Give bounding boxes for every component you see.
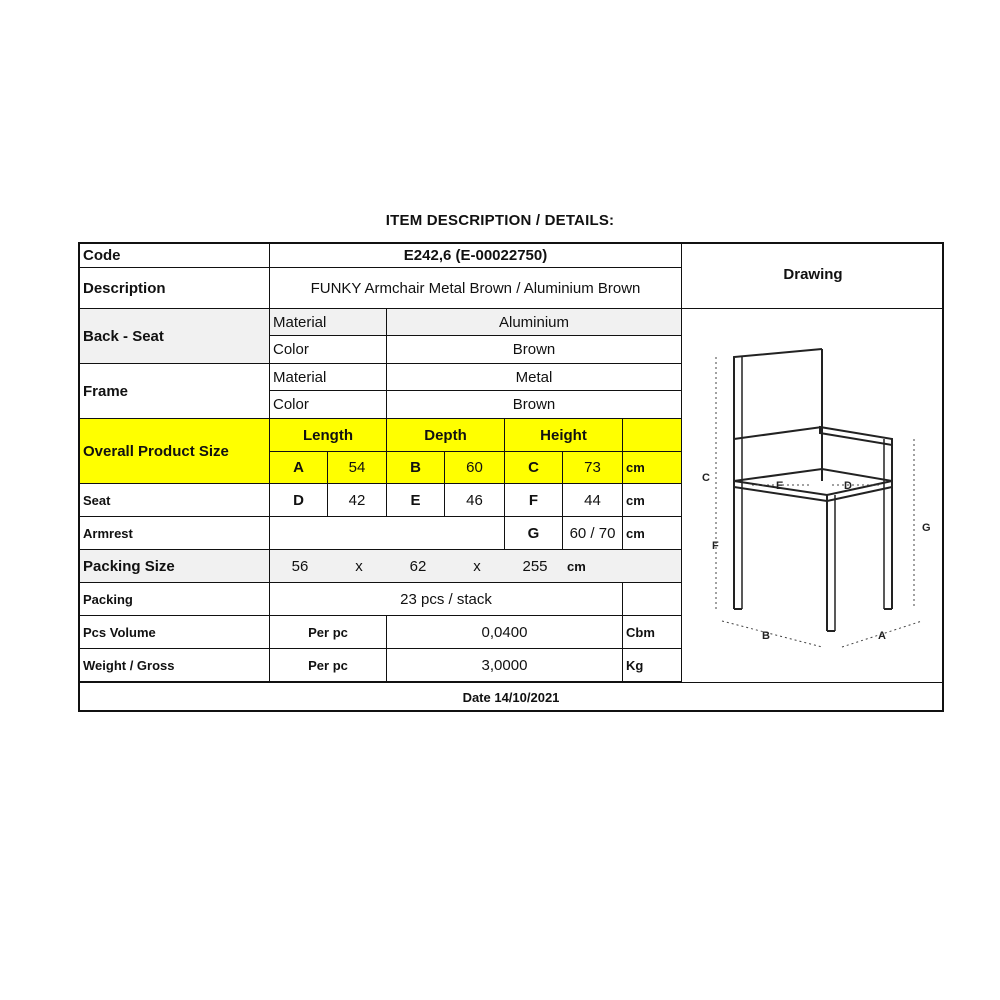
frame-color: Brown bbox=[387, 391, 682, 419]
dim-c-letter: C bbox=[505, 452, 563, 484]
packing-label: Packing bbox=[80, 583, 270, 616]
pcs-volume-label: Pcs Volume bbox=[80, 616, 270, 649]
dim-a-value: 54 bbox=[328, 452, 387, 484]
armrest-empty bbox=[270, 517, 505, 550]
dim-f-letter: F bbox=[505, 484, 563, 517]
packing-size-label: Packing Size bbox=[80, 550, 270, 583]
dim-a-letter: A bbox=[270, 452, 328, 484]
frame-material-label: Material bbox=[270, 364, 387, 391]
dim-d-value: 42 bbox=[328, 484, 387, 517]
dim-f-value: 44 bbox=[563, 484, 623, 517]
weight-label: Weight / Gross bbox=[80, 649, 270, 682]
weight-unit: Kg bbox=[623, 649, 682, 682]
depth-label: Depth bbox=[387, 419, 505, 452]
pcs-volume-per: Per pc bbox=[270, 616, 387, 649]
page-title: ITEM DESCRIPTION / DETAILS: bbox=[385, 212, 615, 229]
chair-outline bbox=[734, 349, 892, 631]
packing-size-depth: 62 bbox=[409, 557, 427, 575]
overall-size-label: Overall Product Size bbox=[80, 419, 270, 484]
letter-b: B bbox=[762, 630, 770, 642]
dim-d-letter: D bbox=[270, 484, 328, 517]
packing-size-length: 56 bbox=[291, 557, 309, 575]
packing-size-unit: cm bbox=[567, 558, 586, 574]
packing-unit-empty bbox=[623, 583, 682, 616]
frame-label: Frame bbox=[80, 364, 270, 419]
letter-c: C bbox=[702, 472, 710, 484]
dim-e-value: 46 bbox=[445, 484, 505, 517]
weight-per: Per pc bbox=[270, 649, 387, 682]
packing-size-x2: x bbox=[473, 557, 481, 575]
code-value: E242,6 (E-00022750) bbox=[270, 244, 682, 268]
dim-g-letter: G bbox=[505, 517, 563, 550]
seat-unit: cm bbox=[623, 484, 682, 517]
seat-label: Seat bbox=[80, 484, 270, 517]
letter-d: D bbox=[844, 480, 852, 492]
dim-e-letter: E bbox=[387, 484, 445, 517]
height-label: Height bbox=[505, 419, 623, 452]
dim-g-value: 60 / 70 bbox=[563, 517, 623, 550]
weight-value: 3,0000 bbox=[387, 649, 623, 682]
packing-size-x1: x bbox=[355, 557, 363, 575]
overall-unit: cm bbox=[623, 452, 682, 484]
frame-material: Metal bbox=[387, 364, 682, 391]
dim-b-letter: B bbox=[387, 452, 445, 484]
length-label: Length bbox=[270, 419, 387, 452]
description-label: Description bbox=[80, 268, 270, 309]
armrest-label: Armrest bbox=[80, 517, 270, 550]
dim-b-value: 60 bbox=[445, 452, 505, 484]
armrest-unit: cm bbox=[623, 517, 682, 550]
code-label: Code bbox=[80, 244, 270, 268]
packing-size-row bbox=[270, 550, 682, 583]
frame-color-label: Color bbox=[270, 391, 387, 419]
back-seat-label: Back - Seat bbox=[80, 309, 270, 364]
letter-e: E bbox=[776, 480, 784, 492]
spec-sheet bbox=[78, 242, 944, 712]
pcs-volume-unit: Cbm bbox=[623, 616, 682, 649]
pcs-volume-value: 0,0400 bbox=[387, 616, 623, 649]
overall-unit-spacer bbox=[623, 419, 682, 452]
letter-a: A bbox=[878, 630, 886, 642]
packing-size-height: 255 bbox=[522, 557, 548, 575]
description-value: FUNKY Armchair Metal Brown / Aluminium Brown bbox=[270, 268, 682, 309]
chair-drawing-svg bbox=[682, 309, 944, 679]
dimension-letters bbox=[702, 472, 931, 642]
back-seat-color: Brown bbox=[387, 336, 682, 364]
armrest bbox=[820, 427, 892, 445]
letter-g: G bbox=[922, 522, 931, 534]
letter-f: F bbox=[712, 540, 719, 552]
back-seat-color-label: Color bbox=[270, 336, 387, 364]
packing-value: 23 pcs / stack bbox=[270, 583, 623, 616]
back-seat-material: Aluminium bbox=[387, 309, 682, 336]
dim-c-value: 73 bbox=[563, 452, 623, 484]
chair-drawing bbox=[682, 309, 944, 679]
back-seat-material-label: Material bbox=[270, 309, 387, 336]
date: Date 14/10/2021 bbox=[80, 682, 942, 712]
drawing-label: Drawing bbox=[682, 244, 944, 309]
